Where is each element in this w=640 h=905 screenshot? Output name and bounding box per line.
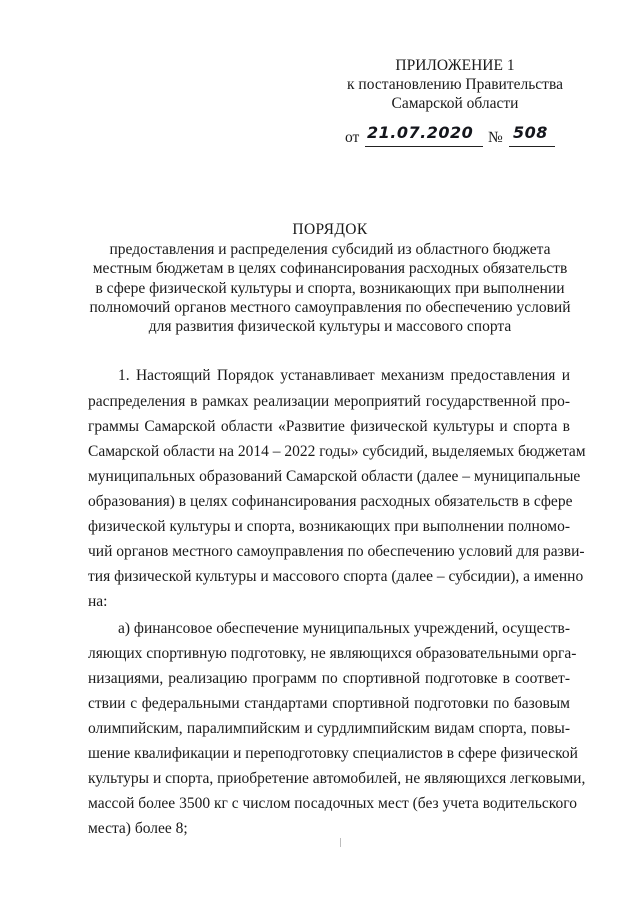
title-line: в сфере физической культуры и спорта, возникающих при выполнении — [95, 279, 565, 297]
paragraph-2-line: ствии с федеральными стандартами спортивной подготовки по базовым — [88, 695, 570, 712]
appendix-line-3: Самарской области — [391, 95, 519, 112]
paragraph-1-line: чий органов местного самоуправления по обеспечению условий для разви- — [88, 543, 585, 560]
paragraph-1-line: на: — [88, 593, 108, 610]
scan-artifact-mark — [340, 838, 341, 847]
paragraph-2-line: ляющих спортивную подготовку, не являющихся образовательными орга- — [88, 645, 577, 662]
date-underline — [365, 146, 483, 147]
paragraph-1-line: муниципальных образований Самарской области (далее – муниципальные — [88, 468, 581, 485]
paragraph-1-line: 1. Настоящий Порядок устанавливает механизм предоставления и — [118, 367, 570, 384]
title-line: полномочий органов местного самоуправления по обеспечению условий — [89, 298, 571, 316]
document-title — [60, 220, 600, 336]
title-line: для развития физической культуры и массового спорта — [148, 318, 512, 336]
title-subtitle — [60, 240, 600, 336]
paragraph-2-line: а) финансовое обеспечение муниципальных учреждений, осуществ- — [118, 620, 571, 637]
date-prefix-label: от — [345, 129, 360, 146]
number-sign-label: № — [488, 129, 503, 146]
paragraph-1-line: граммы Самарской области «Развитие физической культуры и спорта в — [88, 418, 570, 435]
paragraph-2-line: места) более 8; — [88, 820, 188, 837]
appendix-header — [330, 56, 580, 113]
handwritten-date: 21.07.2020 — [367, 123, 474, 142]
paragraph-1-line: тия физической культуры и массового спорта (далее – субсидии), а именно — [88, 568, 584, 585]
paragraph-1-line: физической культуры и спорта, возникающих при выполнении полномо- — [88, 518, 570, 535]
paragraph-1-line: образования) в целях софинансирования расходных обязательств в сфере — [88, 493, 573, 510]
resolution-date-number — [345, 124, 585, 150]
paragraph-1-line: Самарской области на 2014 – 2022 годы» субсидий, выделяемых бюджетам — [88, 443, 586, 460]
handwritten-number: 508 — [513, 123, 548, 142]
title-line: предоставления и распределения субсидий из областного бюджета — [109, 241, 551, 259]
paragraph-2-line: олимпийским, паралимпийским и сурдлимпийским видам спорта, повы- — [88, 720, 570, 737]
paragraph-2-line: массой более 3500 кг с числом посадочных мест (без учета водительского — [88, 795, 577, 812]
appendix-title: ПРИЛОЖЕНИЕ 1 — [395, 57, 515, 74]
title-heading: ПОРЯДОК — [292, 221, 368, 238]
appendix-line-2: к постановлению Правительства — [347, 76, 563, 93]
paragraph-2-line: низациями, реализацию программ по спортивной подготовке в соответ- — [88, 670, 570, 687]
paragraph-2-line: культуры и спорта, приобретение автомобилей, не являющихся легковыми, — [88, 770, 586, 787]
number-underline — [509, 146, 555, 147]
paragraph-1-line: распределения в рамках реализации мероприятий государственной про- — [88, 393, 570, 410]
title-line: местным бюджетам в целях софинансирования расходных обязательств — [92, 260, 568, 278]
paragraph-2-line: шение квалификации и переподготовку специалистов в сфере физической — [88, 745, 578, 762]
